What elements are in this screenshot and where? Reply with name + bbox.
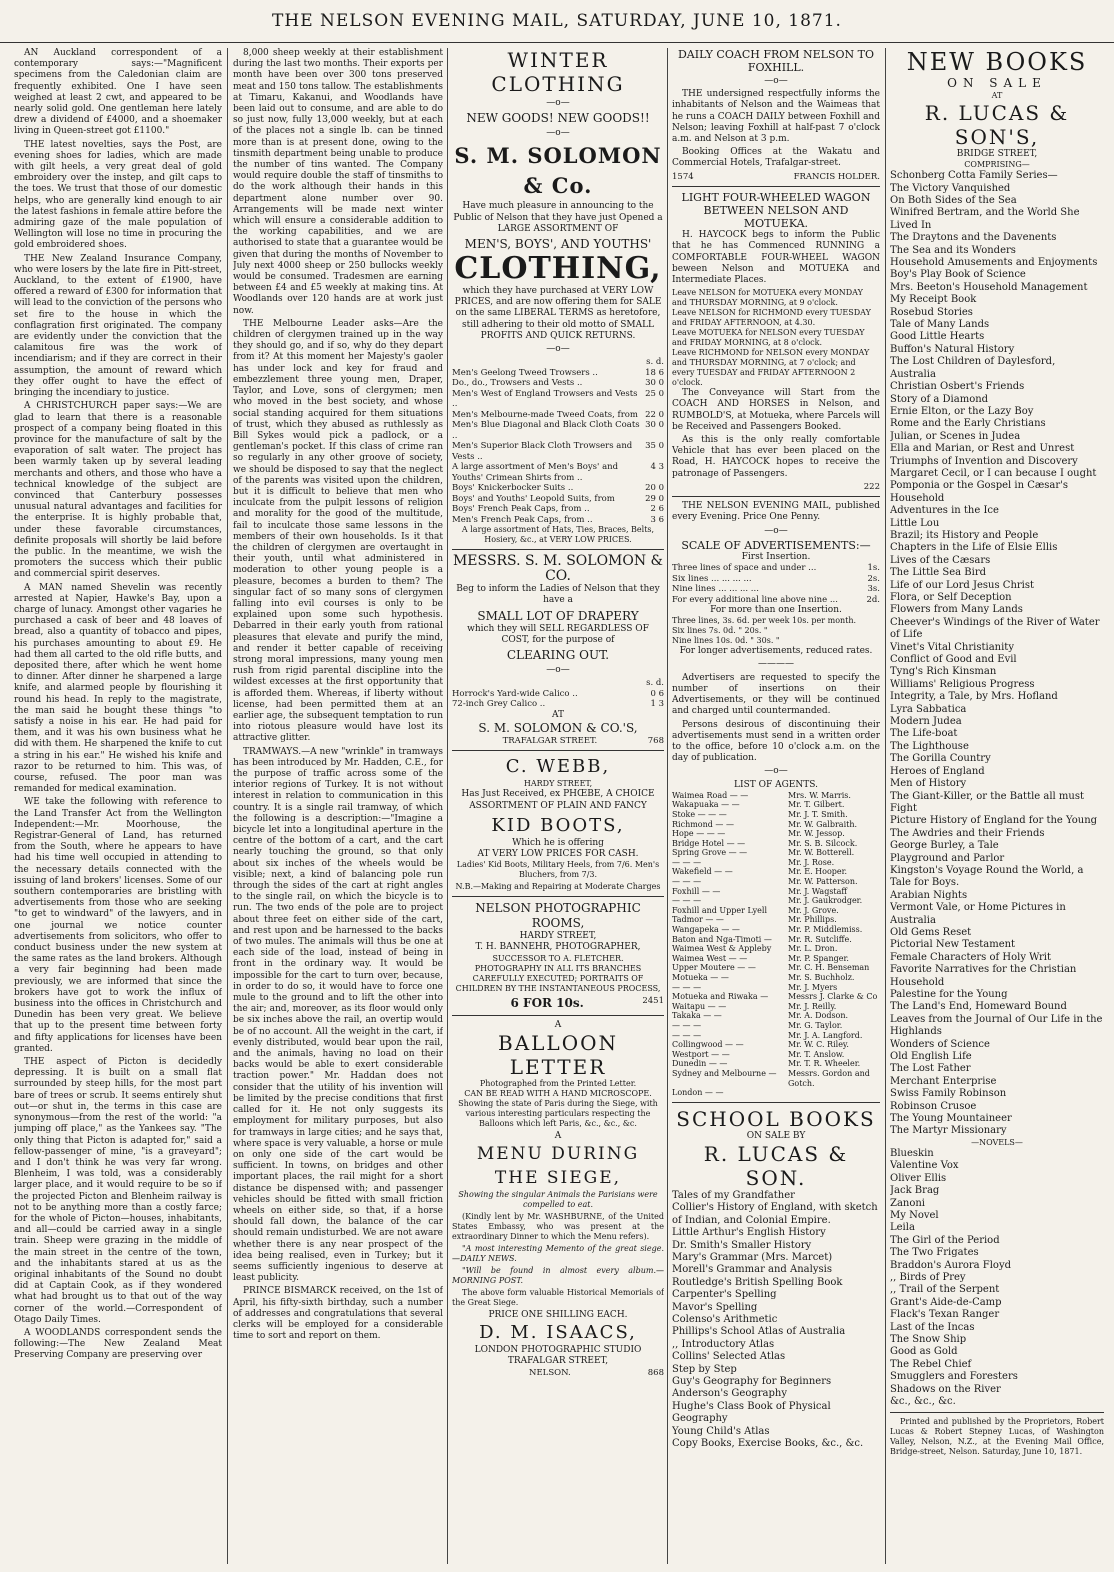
price-row: Boys' Knickerbocker Suits .. 20 0 (452, 483, 664, 494)
novel-item: Leila (890, 1222, 915, 1234)
book-item: Female Characters of Holy Writ (890, 951, 1051, 963)
book-item: Vinet's Vital Christianity (890, 641, 1014, 653)
agent-row: Wangapeka — — Mr. P. Middlemiss. (672, 925, 863, 935)
webb-address: HARDY STREET, (523, 779, 593, 789)
novels-heading: —NOVELS— (971, 1137, 1023, 1147)
coach-text: THE undersigned respectfully informs the inhabitants of Nelson and the Waimeas that he runs a COACH DAILY between Foxhill and Nelson; leaving Foxhill at half-past 7 o'clock a.m. and Nelson at 3 p.m. (672, 89, 880, 145)
school-book-item: Dr. Smith's Smaller History (672, 1239, 812, 1251)
book-item: Men of History (890, 778, 967, 790)
school-book-item: Mavor's Spelling (672, 1301, 758, 1313)
winter-clothing-heading: WINTER CLOTHING (491, 48, 625, 96)
book-item: Modern Judea (890, 716, 962, 728)
solomon-firm-2: S. M. SOLOMON & CO.'S, (478, 720, 638, 735)
agents-heading: LIST OF AGENTS. (734, 779, 818, 790)
webb-offer: Which he is offering (512, 837, 604, 848)
book-item: Williams' Religious Progress (890, 678, 1035, 690)
novel-item: My Novel (890, 1209, 939, 1221)
novel-item: Blueskin (890, 1147, 934, 1159)
agent-row: — — — Mr. J. Rose. (672, 857, 835, 867)
balloon-line-1: Photographed from the Printed Letter. (479, 1078, 637, 1088)
book-item: The Martyr Missionary (890, 1125, 1007, 1137)
book-item: Arabian Nights (890, 889, 968, 901)
agent-row: Motueka and Riwaka — Messrs J. Clarke & Co (672, 992, 878, 1002)
coach-booking: Booking Offices at the Wakatu and Commercial Hotels, Trafalgar-street. (672, 147, 880, 169)
book-item: Boy's Play Book of Science (890, 269, 1026, 281)
scale-row: Nine lines ... ... ... ... 3s. (672, 584, 880, 595)
at-label: AT (991, 91, 1003, 100)
menu-line-5: The above form valuable Historical Memorials of the Great Siege. (452, 1288, 664, 1308)
price-row: Boys' French Peak Caps, from .. 2 6 (452, 504, 664, 515)
school-book-item: Hughe's Class Book of Physical Geography (672, 1400, 831, 1425)
book-item: Vermont Vale, or Home Pictures in Australia (890, 902, 1066, 926)
column-1 (14, 48, 222, 1564)
agent-row: Waimea West & Appleby Mr. L. Dron. (672, 944, 838, 954)
book-item: Flora, or Self Deception (890, 592, 1012, 604)
photo-text: PHOTOGRAPHY IN ALL ITS BRANCHES CAREFULLY EXECUTED; PORTRAITS OF CHILDREN BY THE INSTANTANEOUS PROCESS, (455, 963, 661, 993)
balloon-heading: BALLOON LETTER (498, 1030, 618, 1079)
price-row: Men's Melbourne-made Tweed Coats, from 22 0 (452, 409, 664, 420)
separator: —o— (546, 128, 570, 139)
novel-item: Zanoni (890, 1197, 926, 1209)
novel-item: Braddon's Aurora Floyd (890, 1259, 1012, 1271)
book-item: The Draytons and the Davenents (890, 232, 1057, 244)
book-item: Good Little Hearts (890, 331, 985, 343)
studio-town-line: NELSON. 868 (529, 1367, 664, 1378)
book-item: The Little Sea Bird (890, 567, 987, 579)
agent-row: Collingwood — — Mr. W. C. Riley. (672, 1040, 849, 1050)
book-item: Margaret Cecil, or I can because I ought (890, 467, 1097, 479)
agent-row: Stoke — — — Mr. J. T. Smith. (672, 809, 848, 819)
column-rule (227, 48, 228, 1564)
scale-row: Three lines of space and under ... 1s. (672, 563, 880, 574)
book-item: Favorite Narratives for the Christian Household (890, 964, 1077, 988)
book-item: Brazil; its History and People (890, 529, 1039, 541)
agent-row: Waitapu — — Mr. J. Reilly. (672, 1001, 837, 1011)
multi-row: Nine lines 10s. 0d. " 30s. " (672, 636, 780, 646)
book-item: Buffon's Natural History (890, 343, 1015, 355)
price-list (452, 368, 664, 526)
novel-item: The Rebel Chief (890, 1358, 972, 1370)
book-item: Kingston's Voyage Round the World, a Tale for Boys. (890, 864, 1084, 889)
school-book-item: Routledge's British Spelling Book (672, 1276, 843, 1288)
wagon-heading: LIGHT FOUR-WHEELED WAGON BETWEEN NELSON AND MOTUEKA. (681, 191, 871, 231)
agent-row: Westport — — Mr. T. Anslow. (672, 1049, 845, 1059)
book-item: Winifred Bertram, and the World She Lived In (890, 207, 1080, 231)
scale-row: For every additional line above nine ... 2d. (672, 594, 880, 605)
studio-street: TRAFALGAR STREET, (507, 1356, 609, 1367)
book-item: Rome and the Early Christians (890, 418, 1046, 430)
novel-item: Valentine Vox (890, 1160, 959, 1172)
longer-ads: For longer advertisements, reduced rates. (679, 646, 873, 657)
school-book-item: Young Child's Atlas (672, 1425, 770, 1437)
solomon-firm: S. M. SOLOMON & Co. (454, 143, 662, 199)
clothing-sub: which they have purchased at VERY LOW PRICES, and are now offering them for SALE on the same LIBERAL TERMS as heretofore, still adhering to their old motto of SMALL PROFITS AND QUICK RETURNS. (454, 286, 662, 341)
book-item: Rosebud Stories (890, 306, 973, 318)
menu-line-3: "A most interesting Memento of the great siege.—DAILY NEWS. (452, 1244, 664, 1264)
scale-heading: SCALE OF ADVERTISEMENTS:— (681, 538, 871, 552)
school-book-item: Colenso's Arithmetic (672, 1313, 778, 1325)
book-item: Old Gems Reset (890, 926, 972, 938)
book-item: The Giant-Killer, or the Battle all must Fight (890, 790, 1085, 814)
menu-line-1: Showing the singular Animals the Parisians were compelled to eat. (458, 1190, 658, 1210)
agent-row: Sydney and Melbourne — Messrs. Gordon and Gotch. (672, 1068, 870, 1088)
column-2 (233, 48, 443, 1564)
book-item: The Gorilla Country (890, 753, 991, 765)
price-row: Men's Blue Diagonal and Black Cloth Coats .. 30 0 (452, 420, 664, 441)
book-item: Lives of the Cæsars (890, 554, 991, 566)
novel-item: The Two Frigates (890, 1247, 979, 1259)
school-book-item: Morell's Grammar and Analysis (672, 1264, 832, 1276)
school-book-item: Copy Books, Exercise Books, &c., &c. (672, 1438, 864, 1450)
book-item: Tale of Many Lands (890, 319, 990, 331)
school-book-item: Tales of my Grandfather (672, 1189, 795, 1201)
agent-row: Upper Moutere — — Mr. C. H. Benseman (672, 963, 870, 973)
book-seller: R. LUCAS & SON'S, (924, 101, 1070, 149)
book-item: Tyng's Rich Kinsman (890, 666, 997, 678)
school-book-item: Step by Step (672, 1363, 737, 1375)
clearing-heading: CLEARING OUT. (506, 648, 610, 663)
photo-name: T. H. BANNEHR, PHOTOGRAPHER, (475, 942, 641, 953)
messrs-heading: MESSRS. S. M. SOLOMON & CO. (452, 553, 664, 585)
agent-row: Foxhill and Upper Lyell Mr. J. Grove. (672, 905, 839, 915)
separator: ———— (758, 659, 794, 670)
school-book-item: ,, Introductory Atlas (672, 1338, 775, 1350)
price-row: A large assortment of Men's Boys' and Youths' Crimean Shirts from .. 4 3 (452, 462, 664, 483)
column-4 (672, 48, 880, 1564)
novel-item: Flack's Texan Ranger (890, 1309, 1000, 1321)
book-item: The Victory Vanquished (890, 182, 1011, 194)
separator: —o— (764, 766, 788, 777)
agent-row: Motueka — — Mr. S. Buchholz. (672, 973, 855, 982)
agent-row: Hope — — — Mr. W. Jessop. (672, 829, 845, 839)
menu-line-4: "Will be found in almost every album.—MORNING POST. (452, 1266, 664, 1286)
separator: —o— (546, 344, 570, 355)
kid-boots-heading: KID BOOTS, (491, 814, 625, 836)
school-book-item: Guy's Geography for Beginners (672, 1376, 832, 1388)
agent-row: — — — Mr. G. Taylor. (672, 1020, 843, 1030)
book-item: Playground and Parlor (890, 852, 1005, 864)
more-than-one: For more than one Insertion. (710, 605, 842, 616)
photo-price-line: 6 FOR 10s. 2451 (510, 995, 664, 1010)
article-shevelin: A MAN named Shevelin was recently arrested at Napier, Hawke's Bay, upon a charge of lunacy. Amongst other vagaries he purchased a cask of beer and 48 loaves of bread, also a quantity of tobacco and pipes, his purchases amounting to about £9. He had them all carted to the old rifle butts, and deposited there, after which he went home to dinner. After dinner he sharpened a large knife, and alarmed people by flourishing it round his head. In reply to the magistrate, the man said he bought these things "to satisfy a noise in his ear. He had paid for them, and it was his own business what he did with them. He sharpened the knife to cut a string in his ear." He wished his knife and razor to be returned to him. This was, of course, refused. The poor man was remanded for medical examination. (14, 582, 222, 795)
wagon-close: As this is the only really comfortable Vehicle that has ever been placed on the Road, H. HAYCOCK hopes to receive the patronage of Passengers. (672, 434, 880, 479)
book-item: Adventures in the Ice (890, 505, 999, 517)
book-item: Story of a Diamond (890, 393, 989, 405)
hats-note: A large assortment of Hats, Ties, Braces, Belts, Hosiery, &c., at VERY LOW PRICES. (461, 525, 655, 545)
menu-heading: MENU DURING THE SIEGE, (476, 1144, 640, 1189)
column-3 (452, 48, 664, 1564)
novel-item: Jack Brag (890, 1185, 940, 1197)
coach-heading: DAILY COACH FROM NELSON TO FOXHILL. (677, 48, 875, 74)
solomon-intro: Have much pleasure in announcing to the Public of Nelson that they have just Opened a LARGE ASSORTMENT OF (453, 201, 663, 234)
calico-row: Horrock's Yard-wide Calico .. 0 6 (452, 688, 664, 699)
column-rule (885, 48, 886, 1564)
article-clergymen: THE Melbourne Leader asks—Are the children of clergymen trained up in the way they should go, and if so, why do they depart from it? At this moment her Majesty's gaoler has under lock and key for fraud and embezzlement three young men, Draper, Taylor, and Love, sons of clergymen; men who moved in the best society, and whose social standing acquired for them situations of trust, which they abused as ruthlessly as Bill Sykes would pick a padlock, or a gentleman's pocket. If this class of crime ran so regularly in any other groove of society, we should be disposed to say that the neglect of the parents was visited upon the children, but it is difficult to believe that men who inculcate from the pulpit lessons of religion and morality for the good of the multitude, fail to inculcate those same lessons in the members of their own households. Is it that the children of clergymen are overtaught in their youth, until what administered in moderation to other young people is a pleasure, becomes a burden to them? The singular fact of so many sons of clergymen falling into evil courses is only to be explained upon some such hypothesis. Debarred in their early youth from rational pleasures that elevate and purify the mind, and render it better capable of receiving strong moral impressions, many young men rush from rigid parental discipline into the wildest excesses at the first opportunity that is afforded them. Whereas, if liberty without license, had been permitted them at an earlier age, the subsequent temptation to run into riotous pleasure would have lost its attractive glitter. (233, 318, 443, 744)
novel-item: The Snow Ship (890, 1333, 967, 1345)
photo-address: HARDY STREET, (519, 931, 597, 942)
book-item: Schonberg Cotta Family Series— (890, 170, 1058, 182)
book-item: Pictorial New Testament (890, 939, 1016, 951)
agent-row: Spring Grove — — Mr. W. Botterell. (672, 848, 855, 858)
agent-row: Wakapuaka — — Mr. T. Gilbert. (672, 800, 845, 810)
book-item: The Lost Children of Daylesford, Australia (890, 356, 1056, 380)
studio-name: LONDON PHOTOGRAPHIC STUDIO (474, 1345, 642, 1356)
clothing-heading: CLOTHING, (454, 251, 662, 287)
drapery-heading: SMALL LOT OF DRAPERY (477, 608, 639, 623)
agent-row: Waimea West — — Mr. P. Spanger. (672, 953, 849, 963)
price-row: Men's West of England Trowsers and Vests .. 25 0 (452, 388, 664, 410)
book-item: Picture History of England for the Young (890, 815, 1098, 827)
novel-item: ,, Birds of Prey (890, 1271, 966, 1283)
agent-row: Bridge Hotel — — Mr. S. B. Silcock. (672, 838, 858, 848)
book-item: Household Amusements and Enjoyments (890, 257, 1098, 269)
article-woodlands: A WOODLANDS correspondent sends the following:—The New Zealand Meat Preserving Company are preserving over (14, 1327, 222, 1361)
book-item: Heroes of England (890, 765, 985, 777)
agent-row: — — — Mr. W. Patterson. (672, 877, 858, 887)
novels-list (890, 1148, 1104, 1409)
school-book-item: Phillips's School Atlas of Australia (672, 1326, 846, 1338)
price-row: Men's Geelong Tweed Trowsers .. 18 6 (452, 367, 664, 378)
balloon-line-2: CAN BE READ WITH A HAND MICROSCOPE. (464, 1088, 652, 1098)
price-header: s. d. (646, 357, 664, 368)
novel-item: Shadows on the River (890, 1383, 1001, 1395)
webb-nb: N.B.—Making and Repairing at Moderate Charges (455, 882, 661, 892)
calico-header: s. d. (646, 678, 664, 689)
book-item: The Awdries and their Friends (890, 827, 1045, 839)
article-land-transfer: WE take the following with reference to the Land Transfer Act from the Wellington Independent:—Mr. Moorhouse, the Registrar-General of Land, has returned from the South, where he appears to have had his time well occupied in attending to the necessary details connected with the issuing of land brokers' licenses. Some of our southern contemporaries are bristling with advertisements from those who are seeking "to get to windward" of the lawyers, and in one journal we notice counter advertisements from solicitors, who offer to conduct business under the new system at the same rates as the land brokers. Although a very fair beginning had been made previously, we are informed that since the brokers have got to work the influx of business into the offices in Christchurch and Dunedin has been very great. We believe that up to the present time between forty and fifty applications for licenses have been granted. (14, 797, 222, 1054)
new-goods: NEW GOODS! NEW GOODS!! (466, 111, 650, 126)
messrs-text: Beg to inform the Ladies of Nelson that they have a (456, 584, 660, 606)
novel-item: The Girl of the Period (890, 1234, 1000, 1246)
book-item: The Young Mountaineer (890, 1113, 1012, 1125)
price-row: Do., do., Trowsers and Vests .. 30 0 (452, 378, 664, 389)
novel-item: ,, Trail of the Serpent (890, 1284, 1000, 1296)
wagon-conveyance: The Conveyance will Start from the COACH AND HORSES in Nelson, and RUMBOLD'S, at Motueka, where Parcels will be Received and Passengers Booked. (672, 388, 880, 432)
school-book-item: Carpenter's Spelling (672, 1289, 777, 1301)
a-label-2: A (554, 1130, 562, 1141)
novel-item: Grant's Aide-de-Camp (890, 1296, 1002, 1308)
book-item: My Receipt Book (890, 294, 977, 306)
article-auckland: AN Auckland correspondent of a contemporary says:—"Magnificent specimens from the Caledonian claim are frequently exhibited. One I have seen weighed at least 2 cwt, and appeared to be nearly solid gold. One gentleman here lately drew a dividend of £4000, and a shoemaker living in Queen-street got £1100." (14, 48, 222, 137)
price-one-shilling: PRICE ONE SHILLING EACH. (488, 1310, 628, 1321)
agent-row: — — — Mr. J. Gaukrodger. (672, 896, 863, 906)
column-5 (890, 48, 1104, 1564)
multi-row: Three lines, 3s. 6d. per week 10s. per month. (672, 616, 857, 626)
book-item: Wonders of Science (890, 1038, 990, 1050)
multi-rows (672, 616, 880, 646)
agent-row: London — — (672, 1088, 724, 1098)
article-salt: A CHRISTCHURCH paper says:—We are glad to learn that there is a reasonable prospect of a company being floated in this province for the manufacture of salt by the evaporation of salt water. The project has been warmly taken up by several leading merchants and others, and those who have a technical knowledge of the subject are convinced that Canterbury possesses unusual natural advantages and facilities for the enterprise. It is highly probable that, under these favorable circumstances, definite proposals will shortly be laid before the public. In the meantime, we wish the promoters the success which their public and commercial spirit deserves. (14, 401, 222, 580)
calico-list (452, 689, 664, 710)
book-street: BRIDGE STREET, (956, 149, 1038, 159)
book-item: Palestine for the Young (890, 989, 1008, 1001)
agent-row: Waimea Road — — Mrs. W. Marris. (672, 790, 851, 800)
book-item: On Both Sides of the Sea (890, 195, 1017, 207)
scale-rows (672, 563, 880, 605)
novel-item: Oliver Ellis (890, 1172, 947, 1184)
book-item: Triumphs of Invention and Discovery (890, 455, 1078, 467)
wagon-time: Leave RICHMOND for NELSON every MONDAY and THURSDAY MORNING, at 7 o'clock; and every TUESDAY and FRIDAY AFTERNOON 2 o'clock. (672, 348, 870, 388)
book-item: Leaves from the Journal of Our Life in the Highlands (890, 1013, 1103, 1038)
wagon-time: Leave NELSON for MOTUEKA every MONDAY and THURSDAY MORNING, at 9 o'clock. (672, 288, 863, 308)
price-row: Boys' and Youths' Leopold Suits, from 29 0 (452, 493, 664, 504)
school-book-item: Anderson's Geography (672, 1388, 787, 1400)
on-sale-by: ON SALE BY (746, 1130, 806, 1141)
book-item: The Life-boat (890, 728, 958, 740)
book-item: The Land's End, Homeward Bound (890, 1001, 1067, 1013)
calico-row: 72-inch Grey Calico .. 1 3 (452, 699, 664, 710)
separator: —o— (764, 76, 788, 86)
scale-row: Six lines ... ... ... ... 2s. (672, 573, 880, 584)
book-item: The Lost Father (890, 1063, 971, 1075)
webb-heading: C. WEBB, (505, 756, 611, 778)
agent-row: Dunedin — — Mr. T. R. Wheeler. (672, 1059, 861, 1069)
wagon-number-line: 222 (863, 481, 880, 492)
multi-row: Six lines 7s. 0d. " 20s. " (672, 626, 768, 636)
school-book-item: Mary's Grammar (Mrs. Marcet) (672, 1251, 833, 1263)
mail-notice: THE NELSON EVENING MAIL, published every Evening. Price One Penny. (672, 501, 880, 523)
book-item: Pomponia or the Gospel in Cæsar's Household (890, 480, 1069, 504)
agents-list (672, 791, 880, 1098)
photo-heading: NELSON PHOTOGRAPHIC ROOMS, (475, 901, 641, 931)
balloon-line-3: Showing the state of Paris during the Siege, with various interesting particulars respecting the Balloons which left Paris, &c., &c., &c. (458, 1098, 658, 1128)
drapery-text: which they will SELL REGARDLESS OF COST, for the purpose of (467, 623, 649, 645)
wagon-time: Leave NELSON for RICHMOND every TUESDAY and FRIDAY AFTERNOON, at 4.30. (672, 308, 871, 328)
at-label: AT (551, 709, 564, 720)
book-item: Mrs. Beeton's Household Management (890, 281, 1088, 293)
school-seller: R. LUCAS & SON. (703, 1141, 849, 1190)
book-item: Christian Osbert's Friends (890, 381, 1025, 393)
webb-ladies: Ladies' Kid Boots, Military Heels, from 7/6. Men's Bluchers, from 7/3. (456, 860, 660, 880)
book-item: George Burley, a Tale (890, 840, 999, 852)
on-sale: ON SALE (947, 76, 1047, 90)
article-tramways: TRAMWAYS.—A new "wrinkle" in tramways has been introduced by Mr. Hadden, C.E., for the purpose of traffic across some of the interior regions of Turkey. It is not without interest in relation to communication in this country. It is a single rail tramway, of which the following is a description:—"Imagine a bicycle let into a longitudinal aperture in the centre of the bottom of a cart, and the cart nearly touching the ground, so that only about six inches of the wheels would be visible; next, a kind of balancing pole run through the sides of the cart at right angles to the single rail, on which the bicycle is to run. The two ends of the pole are to project about three feet on either side of the cart, and rest upon and be harnessed to the backs of two mules. The animals will thus be one at each side of the load, instead of being in front in the ordinary way. It would be impossible for the cart to turn over, because, in order to do so, it would have to force one mule to the ground and to lift the other into the air; and, moreover, as its floor would only be six inches above the rail, an overtip would be of no account. All the weight in the cart, if evenly distributed, would bear upon the rail, and the animals, having no load on their backs would be able to exert considerable traction power." Mr. Haddan does not consider that the utility of his invention will be limited by the precise conditions that first called for it. He not only suggests its employment for military purposes, but also for tramways in large cities; and he says that, where space is very valuable, a horse or mule on only one side of the cart would be sufficient. In towns, on bridges and other important places, the rail might for a short distance be dispensed with; and passenger vehicles should be fitted with small friction wheels on either side, so that, if a horse should fall down, the balance of the car should remain undisturbed. We are not aware whether there is any near prospect of the idea being realised, even in Turkey; but it seems sufficiently ingenious to deserve at least publicity. (233, 746, 443, 1284)
novel-item: Good as Gold (890, 1346, 958, 1358)
article-picton: THE aspect of Picton is decidedly depressing. It is built on a small flat surrounded by steep hills, for the most part bare of trees or scrub. It seems entirely shut out—or shut in, the terms in this case are synonymous—from the rest of the world: "a jumping off place," as the Yankees say. "The only thing that Picton is adapted for," said a fellow-passenger of mine, "is a graveyard"; and I don't think he was very far wrong. Blenheim, I was told, was a considerably larger place, and it would require to be so if the projected Picton and Blenheim railway is not to be anything more than a costly farce; for the whole of Picton—houses, inhabitants, and all—could be carried away in a single train. Sheep were grazing in the middle of the main street in the centre of the town, and the inhabitants stared at us as the original inhabitants of the Sound no doubt did at Captain Cook, as if they wondered what had brought us to that out of the way corner of the world.—Correspondent of Otago Daily Times. (14, 1057, 222, 1325)
price-row: Men's Superior Black Cloth Trowsers and Vests .. 35 0 (452, 441, 664, 462)
book-item: The Lighthouse (890, 740, 969, 752)
school-book-item: Collier's History of England, with sketch of Indian, and Colonial Empire. (672, 1202, 878, 1226)
agent-row: Richmond — — Mr. W. Galbraith. (672, 819, 858, 829)
book-item: Integrity, a Tale, by Mrs. Hofland (890, 691, 1058, 703)
column-rule (447, 48, 448, 1564)
book-item: The Sea and its Wonders (890, 244, 1016, 256)
article-insurance: THE New Zealand Insurance Company, who were losers by the late fire in Pitt-street, Auckland, to the extent of £1900, have offered a reward of £300 for information that will lead to the conviction of the persons who set fire to the house in which the conflagration first originated. The company are evidently under the conviction that the calamitous fire was the work of incendiarism; and if they are correct in their assumption, the amount of reward which they offer ought to have the effect of bringing the incendiary to justice. (14, 253, 222, 399)
school-books-heading: SCHOOL BOOKS (676, 1106, 876, 1131)
column-rule (667, 48, 668, 1564)
novel-item: Last of the Incas (890, 1321, 975, 1333)
book-item: Cheever's Windings of the River of Water of Life (890, 616, 1100, 641)
book-item: Merchant Enterprise (890, 1075, 997, 1087)
agent-row: — — — Mr. J. A. Langford. (672, 1030, 863, 1040)
book-item: Ernie Elton, or the Lazy Boy (890, 405, 1034, 417)
separator: —o— (546, 665, 570, 676)
school-books-list (672, 1190, 880, 1451)
advertiser-note-2: Persons desirous of discontinuing their advertisements must send in a written order to the office, before 10 o'clock a.m. on the day of publication. (672, 719, 880, 764)
mens-heading: MEN'S, BOYS', AND YOUTHS' (464, 237, 652, 252)
book-item: Little Lou (890, 517, 940, 529)
agent-row: Takaka — — Mr. A. Dodson. (672, 1011, 849, 1021)
separator: —o— (546, 98, 570, 108)
novel-item: Smugglers and Foresters (890, 1371, 1018, 1383)
trafalgar-line: TRAFALGAR STREET. 768 (502, 735, 664, 746)
school-book-item: Collins' Selected Atlas (672, 1351, 786, 1363)
new-books-list (890, 170, 1104, 1138)
webb-text: Has Just Received, ex PHŒBE, A CHOICE ASSORTMENT OF PLAIN AND FANCY (461, 789, 655, 811)
wagon-intro: H. HAYCOCK begs to inform the Public that he has Commenced RUNNING a COMFORTABLE FOUR-WHEEL WAGON beween Nelson and MOTUEKA and Intermediate Places. (672, 230, 880, 285)
comprising: COMPRISING— (964, 160, 1030, 170)
book-item: Life of our Lord Jesus Christ (890, 579, 1035, 591)
menu-line-2: (Kindly lent by Mr. WASHBURNE, of the United States Embassy, who was present at the extraordinary Dinner to which the Menu refers). (452, 1212, 664, 1242)
agent-row: — — — Mr. J. Myers (672, 982, 838, 992)
masthead: THE NELSON EVENING MAIL, SATURDAY, JUNE 10, 1871. (0, 0, 1114, 43)
agent-row: Wakefield — — Mr. E. Hooper. (672, 867, 848, 877)
separator: —o— (764, 525, 788, 536)
book-item: Flowers from Many Lands (890, 604, 1023, 616)
a-label: A (554, 1019, 562, 1030)
wagon-time: Leave MOTUEKA for NELSON every TUESDAY and FRIDAY MORNING, at 8 o'clock. (672, 328, 865, 348)
book-item: Old English Life (890, 1051, 972, 1063)
article-evening-shoes: THE latest novelties, says the Post, are evening shoes for ladies, which are made with gilt heels, a very great deal of gold embroidery over the instep, and gilt caps to the toes. We trust that those of our domestic helps, who are generally kind enough to air the latest fashions in female attire before the admiring gaze of the male population of Wellington will lose no time in procuring the gold embroidered shoes. (14, 139, 222, 251)
school-book-item: Little Arthur's English History (672, 1227, 826, 1239)
advertiser-note: Advertisers are requested to specify the number of insertions on their Advertisements, or they will be continued and charged until countermanded. (672, 672, 880, 717)
price-row: Men's French Peak Caps, from .. 3 6 (452, 514, 664, 525)
book-item: Conflict of Good and Evil (890, 654, 1017, 666)
article-meat-preserving: 8,000 sheep weekly at their establishment during the last two months. Their exports per month have been over 300 tons preserved meat and 150 tons tallow. The establishments at Timaru, Kakanui, and Woodlands have been laid out to consume, and are able to do so just now, fully 13,000 weekly, but at each of the places not a single lb. can be tinned more than is at present done, owing to the tinsmith department being unable to produce the number of tins wanted. The Company would require double the staff of tinsmiths to do the work although their hands in this department alone number over 90. Arrangements will be made next winter which will ensure a considerable addition to the working capabilities, and we are authorised to state that a guarantee would be given that during the months of November to July next 4000 sheep or 250 bullocks weekly would be consumed. Tradesmen are earning between £4 and £5 weekly at making tins. At Woodlands over 120 hands are at work just now. (233, 48, 443, 316)
agent-row: Baton and Nga-Timoti — Mr. R. Sutcliffe. (672, 934, 852, 944)
book-item: Lyra Sabbatica (890, 703, 967, 715)
book-item: Robinson Crusoe (890, 1100, 977, 1112)
agent-row: Foxhill — — Mr. J. Wagstaff (672, 886, 848, 896)
first-insertion: First Insertion. (741, 551, 811, 562)
low-prices: AT VERY LOW PRICES FOR CASH. (477, 849, 639, 860)
new-books-heading: NEW BOOKS (906, 48, 1088, 76)
book-item: Chapters in the Life of Elsie Ellis (890, 542, 1058, 554)
agent-row: Tadmor — — Mr. Phillips. (672, 915, 837, 925)
book-item: Julian, or Scenes in Judea (890, 430, 1021, 442)
article-bismarck: PRINCE BISMARCK received, on the 1st of April, his fifty-sixth birthday, such a number of addresses and congratulations that several clerks will be employed for a considerable time to sort and report on them. (233, 1286, 443, 1342)
isaacs-heading: D. M. ISAACS, (479, 1322, 637, 1344)
book-item: Ella and Marian, or Rest and Unrest (890, 443, 1075, 455)
novel-item: &c., &c., &c. (890, 1396, 956, 1408)
book-item: Swiss Family Robinson (890, 1088, 1007, 1100)
coach-signoff: 1574 FRANCIS HOLDER. (672, 171, 880, 182)
imprint: Printed and published by the Proprietors, Robert Lucas & Robert Stepney Lucas, of Washington Valley, Nelson, N.Z., at the Evening Mail Office, Bridge-street, Nelson. Saturday, June 10, 1871. (890, 1417, 1104, 1457)
wagon-timetable (672, 288, 880, 388)
photo-successor: SUCCESSOR TO A. FLETCHER. (492, 953, 624, 963)
